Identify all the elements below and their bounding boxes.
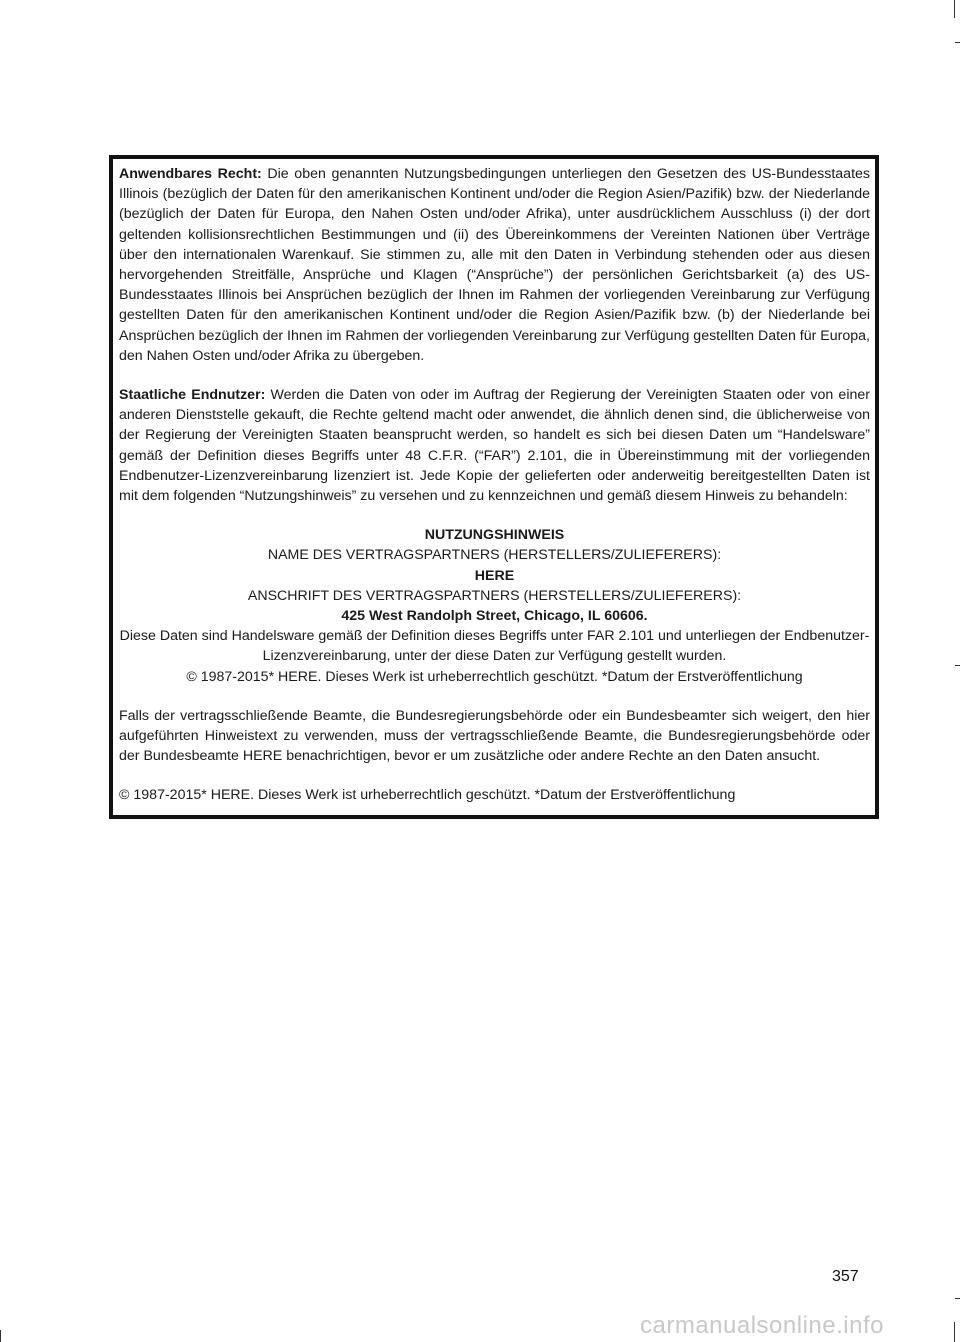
applicable-law-heading: Anwendbares Recht: bbox=[119, 166, 262, 182]
crop-mark-right-top bbox=[955, 42, 960, 43]
notice-title: NUTZUNGSHINWEIS bbox=[424, 527, 565, 544]
crop-mark-bottom-right bbox=[954, 1322, 955, 1342]
government-end-users-heading: Staatliche Endnutzer: bbox=[119, 387, 266, 404]
contractor-name-label: NAME DES VERTRAGSPARTNERS (HERSTELLERS/ZULIEFERERS): bbox=[267, 547, 722, 564]
government-end-users-text: Werden die Daten von oder im Auftrag der Regierung der Vereinigten Staaten oder von einer anderen Dienststelle gekauft, die Rechte geltend macht oder anwendet, die ähnlich denen sind, die üblicherweise von der Regierung der Vereinigten Staaten beansprucht werden, so handelt es sich bei diesen Daten um “Handelsware” gemäß der Definition dieses Begriffs unter 48 C.F.R. (“FAR”) 2.101, die in Übereinstimmung mit der vorliegenden Endbenutzer-Lizenzvereinbarung lizenziert ist. Jede Kopie der gelieferten oder anderweitig bereitgestellten Daten ist mit dem folgenden “Nutzungshinweis” zu versehen und zu kennzeichnen und gemäß diesem Hinweis zu behandeln: bbox=[119, 387, 870, 505]
crop-mark-right-middle bbox=[955, 665, 960, 666]
page-number: 357 bbox=[832, 1268, 859, 1285]
watermark: carmanualsonline.info bbox=[640, 1312, 884, 1339]
applicable-law-paragraph bbox=[119, 164, 870, 366]
contractor-name: HERE bbox=[474, 567, 515, 584]
usage-notice-block bbox=[119, 525, 870, 687]
refusal-paragraph: Falls der vertragsschließende Beamte, die Bundesregierungsbehörde oder ein Bundesbeamter sich weigert, den hier aufgeführten Hinweistext zu verwenden, muss der vertragsschließende Beamte, die Bundesregierungsbehörde oder der Bundesbeamte HERE benachrichtigen, bevor er um zusätzliche oder andere Rechte an den Daten ansucht. bbox=[119, 707, 870, 765]
contractor-address-label: ANSCHRIFT DES VERTRAGSPARTNERS (HERSTELLERS/ZULIEFERERS): bbox=[247, 587, 742, 604]
legal-notice-box bbox=[109, 155, 879, 819]
copyright-line: © 1987-2015* HERE. Dieses Werk ist urheberrechtlich geschützt. *Datum der Erstveröffentlichung bbox=[119, 787, 736, 804]
government-end-users-paragraph bbox=[119, 385, 870, 506]
notice-body: Diese Daten sind Handelsware gemäß der Definition dieses Begriffs unter FAR 2.101 und unterliegen der Endbenutzer-Lizenzvereinbarung, unter der diese Daten zur Verfügung gestellt wurden. bbox=[119, 628, 870, 665]
crop-mark-right-bottom bbox=[955, 1298, 960, 1299]
notice-copyright: © 1987-2015* HERE. Dieses Werk ist urheberrechtlich geschützt. *Datum der Erstveröffentlichung bbox=[186, 668, 803, 685]
crop-mark-top-right bbox=[954, 0, 955, 18]
contractor-address: 425 West Randolph Street, Chicago, IL 60606. bbox=[341, 608, 648, 625]
crop-mark-bottom-left bbox=[0, 1330, 1, 1342]
applicable-law-text: Die oben genannten Nutzungsbedingungen unterliegen den Gesetzen des US-Bundesstaates Illinois (bezüglich der Daten für den amerikanischen Kontinent und/oder die Region Asien/Pazifik) bzw. der Niederlande (bezüglich der Daten für Europa, den Nahen Osten und/oder Afrika), unter ausdrücklichem Ausschluss (i) der dort geltenden kollisionsrechtlichen Bestimmungen und (ii) des Übereinkommens der Vereinten Nationen über Verträge über den internationalen Warenkauf. Sie stimmen zu, alle mit den Daten in Verbindung stehenden oder aus diesen hervorgehenden Streitfälle, Ansprüche und Klagen (“Ansprüche”) der persönlichen Gerichtsbarkeit (a) des US-Bundesstaates Illinois bei Ansprüchen bezüglich der Ihnen im Rahmen der vorliegenden Vereinbarung zur Verfügung gestellten Daten für den amerikanischen Kontinent und/oder die Region Asien/Pazifik bzw. (b) der Niederlande bei Ansprüchen bezüglich der Ihnen im Rahmen der vorliegenden Vereinbarung zur Verfügung gestellten Daten für Europa, den Nahen Osten und/oder Afrika zu übergeben. bbox=[119, 166, 870, 364]
